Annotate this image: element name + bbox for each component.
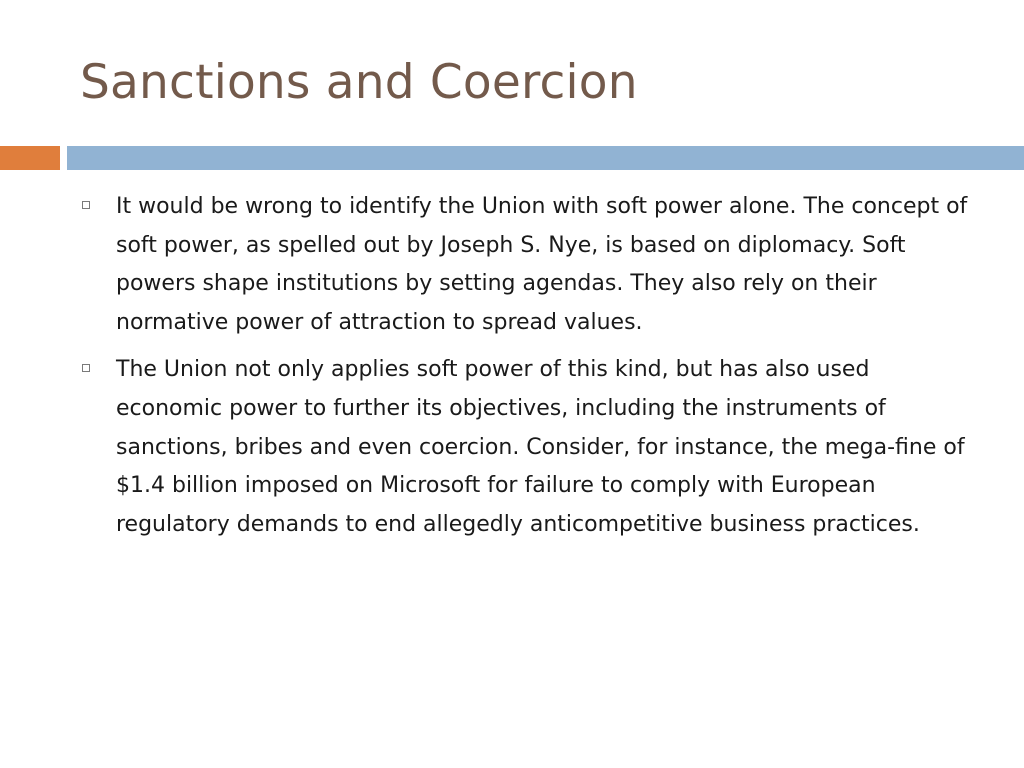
- title-accent-bar: [0, 146, 60, 170]
- bullet-text: It would be wrong to identify the Union with soft power alone. The concept of soft power, as spelled out by Joseph S. Nye, is based on diplomacy. Soft powers shape institutions by setting agendas. They also rely on their normative power of attraction to spread values.: [116, 194, 968, 335]
- bullet-item: [78, 188, 978, 342]
- bullet-item: [78, 351, 978, 544]
- title-underline-bar: [67, 146, 1024, 170]
- hollow-square-bullet-icon: [82, 201, 90, 209]
- hollow-square-bullet-icon: [82, 364, 90, 372]
- bullet-text: The Union not only applies soft power of this kind, but has also used economic power to further its objectives, including the instruments of sanctions, bribes and even coercion. Consider, for instance, the mega-fine of $1.4 billion imposed on Microsoft for failure to comply with European regulatory demands to end allegedly anticompetitive business practices.: [116, 357, 965, 537]
- slide-body: [78, 188, 978, 553]
- slide-title: Sanctions and Coercion: [80, 55, 638, 110]
